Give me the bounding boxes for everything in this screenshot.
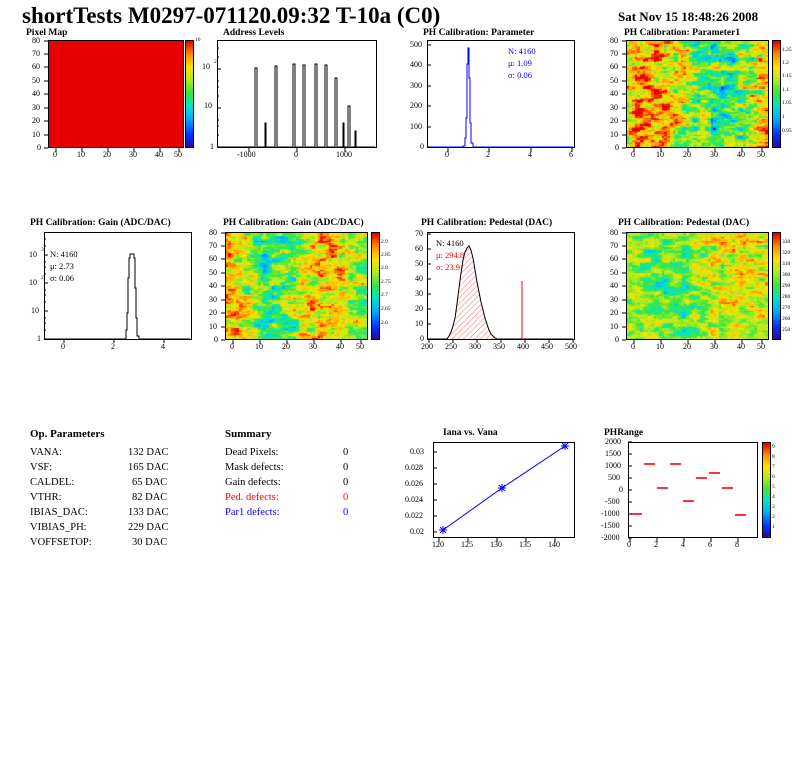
- stat-sigma: σ: 0.06: [508, 70, 532, 80]
- ztick-label: 310: [782, 261, 791, 267]
- ytick-label: 0.026: [405, 479, 423, 488]
- ytick-label: 40: [610, 89, 618, 98]
- xtick-label: 10: [255, 342, 263, 351]
- ztick-label: 9: [772, 444, 775, 450]
- pad-pixel-map[interactable]: [22, 28, 201, 159]
- xtick-label: 10: [77, 150, 85, 159]
- ytick-label: -500: [605, 497, 620, 506]
- pad-title-ped-map: PH Calibration: Pedestal (DAC): [618, 218, 750, 228]
- ytick-label: 400: [410, 60, 422, 69]
- ytick-label: 60: [209, 254, 217, 263]
- ztick-label: 330: [782, 239, 791, 245]
- op-param-value: 65 DAC: [132, 477, 168, 488]
- pad-title-iana-vana: Iana vs. Vana: [443, 428, 498, 438]
- xtick-label: 0: [445, 150, 449, 159]
- stat-mu: μ: 1.09: [508, 58, 532, 68]
- ytick-exponent: 3: [41, 247, 44, 253]
- ytick-label: 50: [209, 268, 217, 277]
- ytick-label: 30: [610, 103, 618, 112]
- xtick-label: 30: [129, 150, 137, 159]
- op-param-name: VIBIAS_PH:: [30, 522, 87, 533]
- ytick-label: 80: [610, 36, 618, 45]
- summary-name: Dead Pixels:: [225, 447, 279, 458]
- ztick-label: 0.95: [782, 128, 792, 134]
- ytick-label: 70: [610, 241, 618, 250]
- ztick-label: 2.65: [381, 306, 391, 312]
- ytick-label: 0: [615, 143, 619, 152]
- xtick-label: 0: [631, 150, 635, 159]
- ytick-label: 40: [209, 281, 217, 290]
- ytick-label: 10: [29, 250, 37, 259]
- chart-gain-hist: [22, 218, 202, 352]
- xtick-label: 20: [282, 342, 290, 351]
- ytick-label: 500: [410, 40, 422, 49]
- chart-address-levels: [205, 28, 385, 160]
- ytick-label: 20: [610, 308, 618, 317]
- ytick-label: 10: [415, 319, 423, 328]
- summary-value: 0: [343, 492, 349, 503]
- stat-mu: μ: 2.73: [50, 261, 74, 271]
- xtick-label: 8: [735, 540, 739, 549]
- ytick-label: 0: [615, 335, 619, 344]
- ztick-label: 7: [772, 464, 775, 470]
- xtick-label: 10: [656, 342, 664, 351]
- ytick-label: 100: [410, 122, 422, 131]
- stat-n: N: 4160: [50, 249, 78, 259]
- xtick-label: 40: [737, 342, 745, 351]
- ytick-label: 60: [415, 244, 423, 253]
- xtick-label: 10: [656, 150, 664, 159]
- pad-summary: [205, 428, 385, 538]
- op-param-name: VOFFSETOP:: [30, 537, 92, 548]
- xtick-label: 125: [461, 540, 473, 549]
- xtick-label: 20: [683, 342, 691, 351]
- ztick-label: 5: [772, 484, 775, 490]
- ytick-label: 10: [204, 101, 212, 110]
- summary-name: Ped. defects:: [225, 492, 279, 503]
- xtick-label: -1000: [237, 150, 256, 159]
- pad-title-gain-hist: PH Calibration: Gain (ADC/DAC): [30, 218, 171, 228]
- xtick-label: 0: [631, 342, 635, 351]
- ytick-exponent: 2: [214, 59, 217, 65]
- ytick-label: -2000: [601, 533, 620, 542]
- xtick-label: 250: [445, 342, 457, 351]
- ytick-exponent: 2: [41, 275, 44, 281]
- xtick-label: 0: [230, 342, 234, 351]
- xtick-label: 0: [627, 540, 631, 549]
- ztick-label: 2.75: [381, 279, 391, 285]
- chart-iana-vana: [403, 428, 588, 555]
- ytick-label: 1500: [605, 449, 621, 458]
- ytick-label: 30: [610, 295, 618, 304]
- op-parameters-heading: Op. Parameters: [30, 428, 105, 440]
- xtick-label: 120: [432, 540, 444, 549]
- ytick-label: 20: [32, 116, 40, 125]
- xtick-label: 2: [654, 540, 658, 549]
- xtick-label: 135: [519, 540, 531, 549]
- xtick-label: 350: [493, 342, 505, 351]
- ytick-label: 500: [608, 473, 620, 482]
- ytick-label: 1: [37, 334, 41, 343]
- summary-name: Par1 defects:: [225, 507, 280, 518]
- op-param-value: 133 DAC: [128, 507, 169, 518]
- op-param-name: VANA:: [30, 447, 62, 458]
- ytick-label: 20: [415, 304, 423, 313]
- ztick-label: 2.6: [381, 320, 388, 326]
- ytick-label: 70: [610, 49, 618, 58]
- pad-iana-vana[interactable]: [403, 428, 588, 553]
- axes-pixel-map: [22, 28, 198, 160]
- pad-address-levels[interactable]: [202, 28, 385, 159]
- ytick-label: 50: [610, 268, 618, 277]
- ytick-label: 0.024: [405, 495, 423, 504]
- op-param-name: VSF:: [30, 462, 53, 473]
- xtick-label: 300: [469, 342, 481, 351]
- xtick-label: 50: [757, 150, 765, 159]
- ztick-label: 300: [782, 272, 791, 278]
- ytick-label: -1500: [601, 521, 620, 530]
- ztick-label: 2.9: [381, 239, 388, 245]
- ytick-label: 40: [415, 274, 423, 283]
- xtick-label: 50: [757, 342, 765, 351]
- summary-heading: Summary: [225, 428, 272, 440]
- xtick-label: 20: [683, 150, 691, 159]
- ztick-label: 1: [772, 524, 775, 530]
- op-param-value: 30 DAC: [132, 537, 168, 548]
- xtick-label: 50: [174, 150, 182, 159]
- ytick-label: 10: [32, 130, 40, 139]
- ytick-label: 0: [619, 485, 623, 494]
- stat-sigma: σ: 0.06: [50, 273, 74, 283]
- ztick-label: 270: [782, 305, 791, 311]
- ytick-label: 70: [32, 49, 40, 58]
- ytick-label: 0: [420, 142, 424, 151]
- ztick-label: 320: [782, 250, 791, 256]
- chart-ped-hist: [403, 218, 588, 352]
- pad-op-parameters: [22, 428, 202, 548]
- xtick-label: 40: [737, 150, 745, 159]
- ytick-label: 30: [415, 289, 423, 298]
- summary-name: Gain defects:: [225, 477, 281, 488]
- ytick-label: 0: [420, 334, 424, 343]
- xtick-label: 30: [309, 342, 317, 351]
- xtick-label: 2: [111, 342, 115, 351]
- pad-title-ped-hist: PH Calibration: Pedestal (DAC): [421, 218, 553, 228]
- xtick-label: 0: [61, 342, 65, 351]
- ytick-label: 50: [610, 76, 618, 85]
- ytick-label: 70: [209, 241, 217, 250]
- axes-gain-map: [205, 218, 390, 352]
- ytick-label: 70: [415, 229, 423, 238]
- ytick-label: 40: [32, 89, 40, 98]
- ytick-label: 0.028: [405, 463, 423, 472]
- axes-parameter1: [606, 28, 791, 160]
- pad-title-ph-cal-parameter: PH Calibration: Parameter: [423, 28, 535, 38]
- op-param-value: 82 DAC: [132, 492, 168, 503]
- op-param-value: 132 DAC: [128, 447, 169, 458]
- pad-ph-cal-parameter1-map[interactable]: [606, 28, 791, 158]
- pad-ph-cal-gain-map[interactable]: [205, 218, 390, 350]
- ztick-label: 3: [772, 504, 775, 510]
- xtick-label: 140: [548, 540, 560, 549]
- xtick-label: 50: [356, 342, 364, 351]
- ytick-label: 0.03: [410, 447, 424, 456]
- ztick-label: 280: [782, 294, 791, 300]
- xtick-label: 400: [517, 342, 529, 351]
- xtick-label: 20: [103, 150, 111, 159]
- ztick-label: 1.25: [782, 47, 792, 53]
- ytick-label: 300: [410, 81, 422, 90]
- ztick-label: 2.7: [381, 292, 388, 298]
- ytick-label: 50: [32, 76, 40, 85]
- chart-ph-cal-parameter: [403, 28, 588, 160]
- chart-phrange: [594, 428, 794, 555]
- summary-value: 0: [343, 462, 349, 473]
- op-param-value: 229 DAC: [128, 522, 169, 533]
- pad-title-address-levels: Address Levels: [223, 28, 285, 38]
- ytick-label: 30: [209, 295, 217, 304]
- ytick-label: 80: [610, 228, 618, 237]
- ztick-label: 6: [772, 474, 775, 480]
- op-param-name: IBIAS_DAC:: [30, 507, 88, 518]
- ytick-label: 2000: [605, 437, 621, 446]
- xtick-label: 6: [569, 150, 573, 159]
- stat-sigma: σ: 23.9: [436, 262, 460, 272]
- pad-title-phrange: PHRange: [604, 428, 644, 438]
- op-param-value: 165 DAC: [128, 462, 169, 473]
- ytick-label: 60: [610, 62, 618, 71]
- ztick-label: 290: [782, 283, 791, 289]
- ztick-label: 8: [772, 454, 775, 460]
- ztick-label: 2: [772, 514, 775, 520]
- xtick-label: 4: [528, 150, 532, 159]
- ytick-label: 10: [31, 306, 39, 315]
- ztick-label: 260: [782, 316, 791, 322]
- ztick-label: 1.05: [782, 100, 792, 106]
- ytick-label: 40: [610, 281, 618, 290]
- op-param-name: CALDEL:: [30, 477, 75, 488]
- ytick-label: 10: [202, 62, 210, 71]
- ytick-label: -1000: [601, 509, 620, 518]
- pad-ph-cal-gain-hist[interactable]: [22, 218, 202, 350]
- ytick-label: 0: [214, 335, 218, 344]
- pad-title-ph-cal-parameter1: PH Calibration: Parameter1: [624, 28, 741, 38]
- pad-ph-cal-ped-map[interactable]: [606, 218, 791, 350]
- ytick-label: 10: [209, 322, 217, 331]
- datestamp: Sat Nov 15 18:48:26 2008: [618, 9, 759, 24]
- xtick-label: 500: [565, 342, 577, 351]
- ztick-label: 2.85: [381, 252, 391, 258]
- summary-name: Mask defects:: [225, 462, 284, 473]
- ytick-label: 0: [37, 143, 41, 152]
- xtick-label: 130: [490, 540, 502, 549]
- page-title: shortTests M0297-071120.09:32 T-10a (C0): [22, 3, 441, 28]
- op-param-name: VTHR:: [30, 492, 62, 503]
- xtick-label: 40: [155, 150, 163, 159]
- ztick-label: 4: [772, 494, 775, 500]
- xtick-label: 0: [294, 150, 298, 159]
- xtick-label: 30: [710, 342, 718, 351]
- xtick-label: 1000: [336, 150, 352, 159]
- summary-value: 0: [343, 507, 349, 518]
- ytick-label: 200: [410, 101, 422, 110]
- xtick-label: 4: [681, 540, 685, 549]
- ytick-label: 30: [32, 103, 40, 112]
- xtick-label: 2: [486, 150, 490, 159]
- pad-ph-cal-parameter[interactable]: [403, 28, 588, 158]
- stat-n: N: 4160: [508, 46, 536, 56]
- ztick-label: 1.2: [782, 60, 789, 66]
- pad-phrange[interactable]: [594, 428, 794, 553]
- xtick-label: 40: [336, 342, 344, 351]
- ztick-label: 1: [782, 114, 785, 120]
- xtick-label: 30: [710, 150, 718, 159]
- ytick-label: 1: [210, 142, 214, 151]
- ytick-label: 80: [32, 36, 40, 45]
- ztick-label: 250: [782, 327, 791, 333]
- summary-value: 0: [343, 477, 349, 488]
- ztick-label: 1.1: [782, 87, 789, 93]
- ztick-label: 1.15: [782, 73, 792, 79]
- ytick-label: 10: [29, 278, 37, 287]
- xtick-label: 4: [161, 342, 165, 351]
- ytick-label: 80: [209, 228, 217, 237]
- pad-title-gain-map: PH Calibration: Gain (ADC/DAC): [223, 218, 364, 228]
- ytick-label: 1000: [605, 461, 621, 470]
- ytick-label: 10: [610, 130, 618, 139]
- axes-ped-map: [606, 218, 791, 352]
- xtick-label: 450: [541, 342, 553, 351]
- zmax-label: 10: [195, 37, 201, 43]
- summary-value: 0: [343, 447, 349, 458]
- xtick-label: 0: [53, 150, 57, 159]
- pad-title-pixel-map: Pixel Map: [26, 28, 68, 38]
- ztick-label: 2.8: [381, 265, 388, 271]
- xtick-label: 200: [421, 342, 433, 351]
- ytick-label: 10: [610, 322, 618, 331]
- xtick-label: 6: [708, 540, 712, 549]
- ytick-label: 60: [32, 62, 40, 71]
- ytick-label: 0.022: [405, 511, 423, 520]
- ytick-label: 20: [610, 116, 618, 125]
- ytick-label: 50: [415, 259, 423, 268]
- stat-n: N: 4160: [436, 238, 464, 248]
- ytick-label: 60: [610, 254, 618, 263]
- stat-mu: μ: 294.8: [436, 250, 465, 260]
- ytick-label: 0.02: [410, 527, 424, 536]
- pad-ph-cal-ped-hist[interactable]: [403, 218, 588, 350]
- ytick-label: 20: [209, 308, 217, 317]
